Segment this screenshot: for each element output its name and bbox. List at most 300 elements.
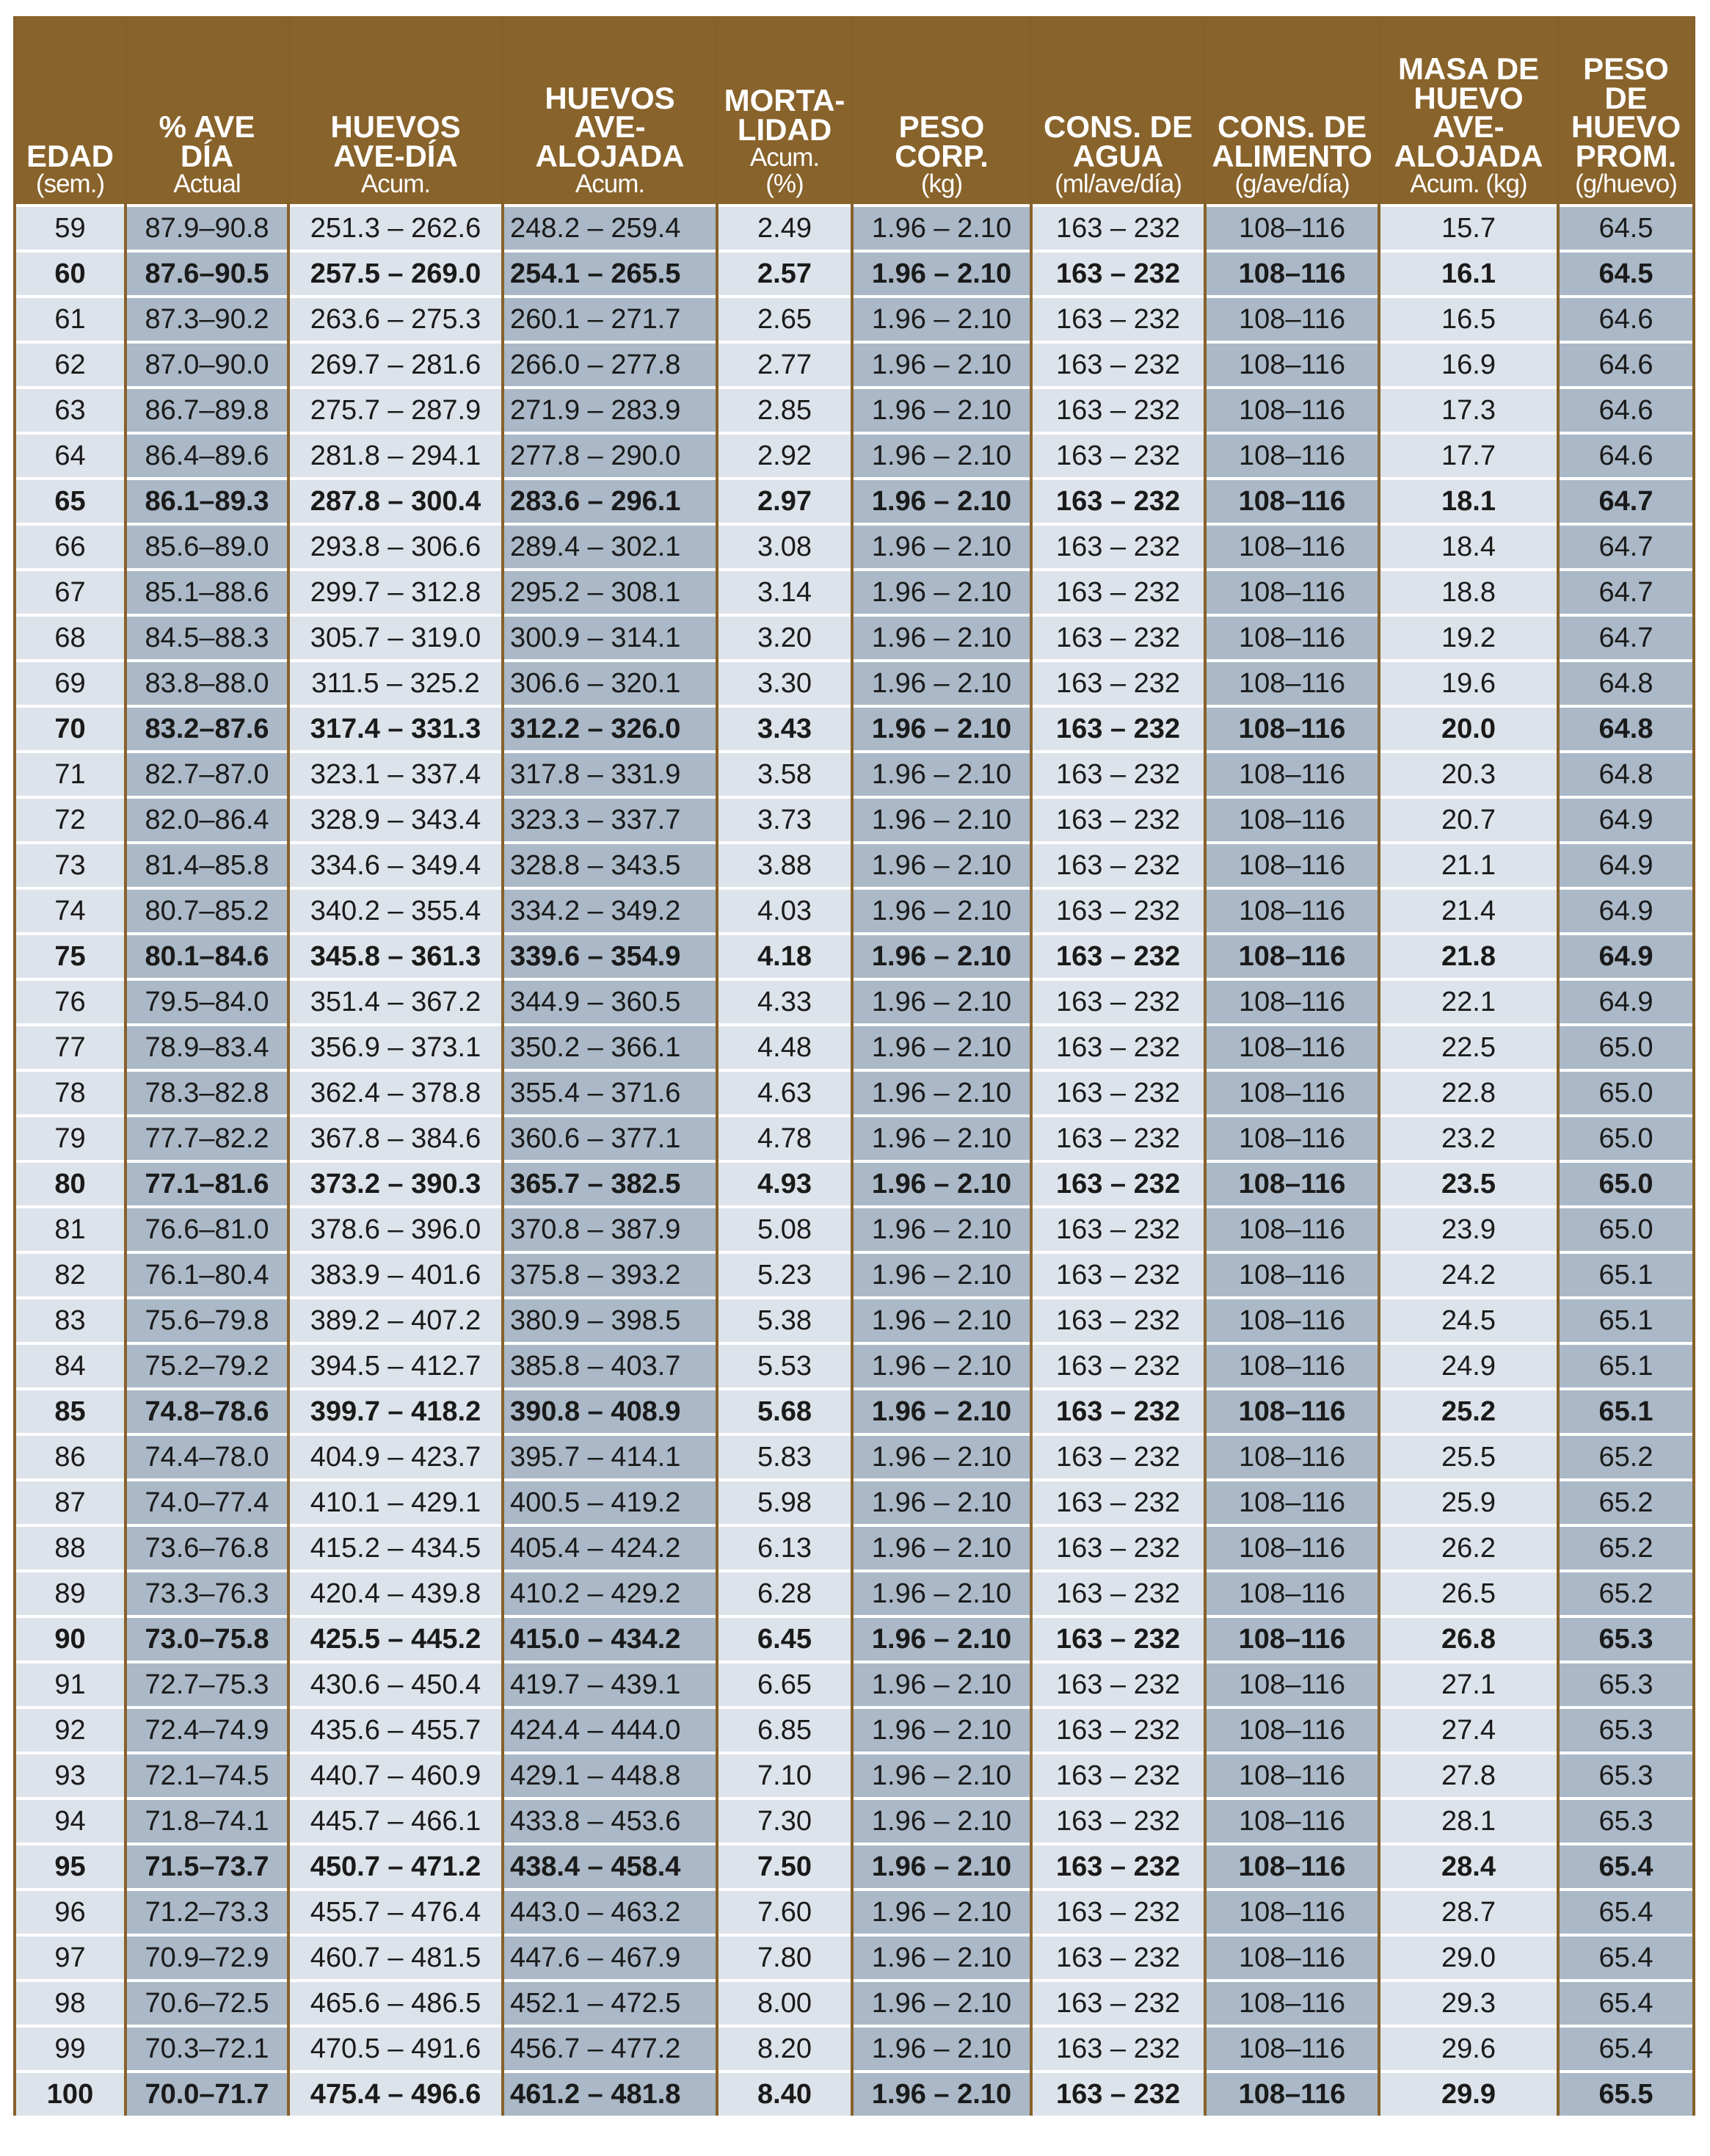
cell-edad: 68 [16,614,124,659]
header-peso-huevo [1560,16,1692,204]
cell-consumo-alimento: 108–116 [1207,1660,1378,1706]
cell-huevos-ave-dia: 455.7 – 476.4 [290,1888,501,1934]
cell-masa-huevo: 24.5 [1380,1296,1557,1342]
cell-masa-huevo: 26.8 [1380,1615,1557,1660]
cell-ave-dia-actual: 70.9–72.9 [127,1934,287,1979]
header-unit-line: Acum. [749,142,820,172]
cell-masa-huevo: 22.1 [1380,978,1557,1023]
cell-mortalidad: 2.97 [718,477,851,523]
cell-consumo-agua: 163 – 232 [1033,1296,1204,1342]
cell-mortalidad: 3.88 [718,841,851,887]
cell-peso-corporal: 1.96 – 2.10 [854,705,1030,750]
table-row [16,1478,1692,1524]
cell-mortalidad: 7.80 [718,1934,851,1979]
cell-mortalidad: 3.73 [718,796,851,841]
cell-consumo-alimento: 108–116 [1207,250,1378,295]
header-title-line: ALOJADA [1394,139,1543,174]
cell-edad: 77 [16,1023,124,1069]
cell-masa-huevo: 16.9 [1380,341,1557,386]
cell-consumo-alimento: 108–116 [1207,1433,1378,1478]
cell-mortalidad: 5.23 [718,1251,851,1296]
cell-peso-corporal: 1.96 – 2.10 [854,1342,1030,1387]
cell-huevos-ave-dia: 317.4 – 331.3 [290,705,501,750]
cell-mortalidad: 5.38 [718,1296,851,1342]
header-title-line: PESO [1583,51,1669,86]
cell-masa-huevo: 16.5 [1380,295,1557,341]
cell-peso-huevo: 65.4 [1560,1843,1692,1888]
cell-huevos-ave-dia: 445.7 – 466.1 [290,1797,501,1843]
cell-peso-huevo: 65.0 [1560,1160,1692,1205]
cell-mortalidad: 6.28 [718,1569,851,1615]
cell-masa-huevo: 23.2 [1380,1114,1557,1160]
cell-masa-huevo: 25.2 [1380,1387,1557,1433]
header-consumo-agua [1033,16,1204,204]
table-row [16,1934,1692,1979]
header-unit-line: Acum. (kg) [1410,170,1527,199]
cell-huevos-ave-alojada: 266.0 – 277.8 [504,341,716,386]
table-row [16,568,1692,614]
cell-mortalidad: 4.93 [718,1160,851,1205]
cell-huevos-ave-alojada: 339.6 – 354.9 [504,932,716,978]
table-row [16,1205,1692,1251]
cell-ave-dia-actual: 72.4–74.9 [127,1706,287,1752]
cell-consumo-alimento: 108–116 [1207,932,1378,978]
cell-mortalidad: 2.49 [718,204,851,250]
cell-peso-corporal: 1.96 – 2.10 [854,1843,1030,1888]
table-row [16,1888,1692,1934]
cell-peso-corporal: 1.96 – 2.10 [854,1615,1030,1660]
table-row [16,750,1692,796]
cell-masa-huevo: 20.3 [1380,750,1557,796]
cell-peso-corporal: 1.96 – 2.10 [854,1524,1030,1569]
cell-huevos-ave-alojada: 350.2 – 366.1 [504,1023,716,1069]
cell-huevos-ave-dia: 305.7 – 319.0 [290,614,501,659]
cell-consumo-alimento: 108–116 [1207,659,1378,705]
cell-peso-huevo: 65.3 [1560,1615,1692,1660]
cell-huevos-ave-alojada: 405.4 – 424.2 [504,1524,716,1569]
cell-huevos-ave-dia: 470.5 – 491.6 [290,2025,501,2070]
table-row [16,1069,1692,1114]
header-unit-line: (sem.) [35,170,105,199]
cell-edad: 63 [16,386,124,432]
cell-mortalidad: 8.00 [718,1979,851,2025]
cell-consumo-alimento: 108–116 [1207,1797,1378,1843]
cell-ave-dia-actual: 82.7–87.0 [127,750,287,796]
cell-huevos-ave-dia: 269.7 – 281.6 [290,341,501,386]
cell-edad: 83 [16,1296,124,1342]
cell-edad: 67 [16,568,124,614]
table-row [16,1979,1692,2025]
cell-masa-huevo: 27.1 [1380,1660,1557,1706]
cell-masa-huevo: 18.1 [1380,477,1557,523]
table-row [16,1342,1692,1387]
cell-edad: 91 [16,1660,124,1706]
header-title-line: PROM. [1575,139,1677,174]
cell-masa-huevo: 25.9 [1380,1478,1557,1524]
cell-consumo-alimento: 108–116 [1207,2025,1378,2070]
cell-edad: 62 [16,341,124,386]
cell-masa-huevo: 27.8 [1380,1752,1557,1797]
cell-consumo-alimento: 108–116 [1207,295,1378,341]
cell-edad: 88 [16,1524,124,1569]
cell-consumo-agua: 163 – 232 [1033,1524,1204,1569]
cell-huevos-ave-alojada: 344.9 – 360.5 [504,978,716,1023]
cell-ave-dia-actual: 80.7–85.2 [127,887,287,932]
cell-consumo-agua: 163 – 232 [1033,2070,1204,2116]
header-title-line: HUEVO [1414,80,1524,115]
cell-masa-huevo: 29.6 [1380,2025,1557,2070]
cell-mortalidad: 6.13 [718,1524,851,1569]
performance-table [13,16,1695,2116]
cell-peso-huevo: 64.8 [1560,750,1692,796]
cell-ave-dia-actual: 72.7–75.3 [127,1660,287,1706]
cell-peso-huevo: 64.9 [1560,887,1692,932]
cell-huevos-ave-alojada: 260.1 – 271.7 [504,295,716,341]
cell-mortalidad: 6.65 [718,1660,851,1706]
cell-ave-dia-actual: 73.0–75.8 [127,1615,287,1660]
cell-peso-corporal: 1.96 – 2.10 [854,932,1030,978]
cell-peso-huevo: 65.3 [1560,1797,1692,1843]
cell-ave-dia-actual: 86.1–89.3 [127,477,287,523]
table-row [16,1843,1692,1888]
cell-ave-dia-actual: 72.1–74.5 [127,1752,287,1797]
cell-masa-huevo: 19.6 [1380,659,1557,705]
cell-edad: 82 [16,1251,124,1296]
cell-huevos-ave-dia: 460.7 – 481.5 [290,1934,501,1979]
cell-peso-huevo: 65.3 [1560,1706,1692,1752]
header-title-line: PESO [898,109,985,145]
cell-huevos-ave-alojada: 400.5 – 419.2 [504,1478,716,1524]
cell-peso-huevo: 65.2 [1560,1433,1692,1478]
cell-mortalidad: 2.57 [718,250,851,295]
cell-peso-huevo: 65.1 [1560,1342,1692,1387]
cell-edad: 97 [16,1934,124,1979]
cell-ave-dia-actual: 75.6–79.8 [127,1296,287,1342]
table-row [16,1615,1692,1660]
cell-peso-corporal: 1.96 – 2.10 [854,1478,1030,1524]
cell-consumo-alimento: 108–116 [1207,1979,1378,2025]
cell-peso-huevo: 64.8 [1560,705,1692,750]
cell-edad: 61 [16,295,124,341]
header-unit-line: (g/huevo) [1575,170,1677,199]
cell-masa-huevo: 16.1 [1380,250,1557,295]
cell-consumo-agua: 163 – 232 [1033,796,1204,841]
cell-huevos-ave-alojada: 254.1 – 265.5 [504,250,716,295]
cell-consumo-agua: 163 – 232 [1033,1569,1204,1615]
cell-consumo-agua: 163 – 232 [1033,1160,1204,1205]
header-title-line: MORTA- [724,82,845,117]
cell-consumo-alimento: 108–116 [1207,978,1378,1023]
table-row [16,796,1692,841]
cell-consumo-alimento: 108–116 [1207,386,1378,432]
cell-consumo-alimento: 108–116 [1207,1251,1378,1296]
cell-masa-huevo: 22.5 [1380,1023,1557,1069]
cell-masa-huevo: 25.5 [1380,1433,1557,1478]
cell-huevos-ave-alojada: 433.8 – 453.6 [504,1797,716,1843]
cell-peso-corporal: 1.96 – 2.10 [854,1251,1030,1296]
cell-huevos-ave-alojada: 385.8 – 403.7 [504,1342,716,1387]
cell-consumo-agua: 163 – 232 [1033,1478,1204,1524]
cell-edad: 70 [16,705,124,750]
cell-peso-huevo: 65.4 [1560,1979,1692,2025]
cell-peso-corporal: 1.96 – 2.10 [854,614,1030,659]
cell-huevos-ave-alojada: 456.7 – 477.2 [504,2025,716,2070]
cell-peso-huevo: 65.2 [1560,1569,1692,1615]
table-row [16,2070,1692,2116]
cell-peso-huevo: 64.9 [1560,932,1692,978]
cell-huevos-ave-alojada: 283.6 – 296.1 [504,477,716,523]
cell-peso-corporal: 1.96 – 2.10 [854,1205,1030,1251]
cell-ave-dia-actual: 71.8–74.1 [127,1797,287,1843]
cell-edad: 98 [16,1979,124,2025]
cell-edad: 80 [16,1160,124,1205]
header-title-line: HUEVOS [330,109,461,145]
header-unit-line: Acum. [575,170,645,199]
cell-peso-huevo: 65.0 [1560,1114,1692,1160]
cell-consumo-alimento: 108–116 [1207,887,1378,932]
cell-edad: 94 [16,1797,124,1843]
cell-consumo-alimento: 108–116 [1207,614,1378,659]
cell-consumo-agua: 163 – 232 [1033,1615,1204,1660]
table-row [16,887,1692,932]
cell-ave-dia-actual: 86.4–89.6 [127,432,287,477]
cell-mortalidad: 2.77 [718,341,851,386]
cell-consumo-agua: 163 – 232 [1033,1934,1204,1979]
cell-consumo-alimento: 108–116 [1207,568,1378,614]
cell-peso-corporal: 1.96 – 2.10 [854,204,1030,250]
cell-consumo-agua: 163 – 232 [1033,1843,1204,1888]
cell-huevos-ave-alojada: 317.8 – 331.9 [504,750,716,796]
table-frame [13,16,1695,2116]
cell-huevos-ave-alojada: 271.9 – 283.9 [504,386,716,432]
table-row [16,1433,1692,1478]
cell-peso-huevo: 64.7 [1560,477,1692,523]
cell-peso-corporal: 1.96 – 2.10 [854,841,1030,887]
cell-consumo-alimento: 108–116 [1207,1342,1378,1387]
header-title-line: EDAD [26,139,114,174]
table-row [16,250,1692,295]
cell-peso-huevo: 64.9 [1560,978,1692,1023]
cell-masa-huevo: 20.0 [1380,705,1557,750]
cell-mortalidad: 3.30 [718,659,851,705]
cell-mortalidad: 6.45 [718,1615,851,1660]
cell-huevos-ave-dia: 362.4 – 378.8 [290,1069,501,1114]
cell-huevos-ave-alojada: 328.8 – 343.5 [504,841,716,887]
cell-huevos-ave-alojada: 277.8 – 290.0 [504,432,716,477]
cell-edad: 59 [16,204,124,250]
table-row [16,1160,1692,1205]
cell-consumo-alimento: 108–116 [1207,1843,1378,1888]
cell-mortalidad: 4.33 [718,978,851,1023]
header-title-line: AVE-DÍA [333,139,458,174]
cell-ave-dia-actual: 74.4–78.0 [127,1433,287,1478]
cell-consumo-agua: 163 – 232 [1033,204,1204,250]
cell-consumo-agua: 163 – 232 [1033,887,1204,932]
cell-huevos-ave-dia: 383.9 – 401.6 [290,1251,501,1296]
header-title-line: MASA DE [1397,51,1540,86]
header-title-line: % AVE [159,109,255,145]
cell-masa-huevo: 29.0 [1380,1934,1557,1979]
header-title-line: HUEVOS [545,80,675,115]
cell-edad: 90 [16,1615,124,1660]
cell-ave-dia-actual: 78.9–83.4 [127,1023,287,1069]
cell-huevos-ave-dia: 334.6 – 349.4 [290,841,501,887]
cell-peso-corporal: 1.96 – 2.10 [854,1387,1030,1433]
cell-huevos-ave-dia: 440.7 – 460.9 [290,1752,501,1797]
cell-huevos-ave-alojada: 424.4 – 444.0 [504,1706,716,1752]
cell-consumo-agua: 163 – 232 [1033,1979,1204,2025]
header-title-line: LIDAD [737,112,832,147]
cell-edad: 93 [16,1752,124,1797]
cell-masa-huevo: 19.2 [1380,614,1557,659]
cell-edad: 99 [16,2025,124,2070]
cell-mortalidad: 8.40 [718,2070,851,2116]
header-title-line: DE [1604,80,1648,115]
cell-ave-dia-actual: 70.0–71.7 [127,2070,287,2116]
cell-edad: 74 [16,887,124,932]
cell-mortalidad: 3.20 [718,614,851,659]
cell-huevos-ave-dia: 251.3 – 262.6 [290,204,501,250]
cell-peso-corporal: 1.96 – 2.10 [854,295,1030,341]
table-row [16,523,1692,568]
cell-peso-corporal: 1.96 – 2.10 [854,1296,1030,1342]
cell-peso-corporal: 1.96 – 2.10 [854,1069,1030,1114]
table-row [16,1524,1692,1569]
cell-huevos-ave-alojada: 390.8 – 408.9 [504,1387,716,1433]
cell-masa-huevo: 17.3 [1380,386,1557,432]
table-row [16,1251,1692,1296]
header-unit-line: (kg) [920,170,963,199]
cell-peso-huevo: 65.3 [1560,1660,1692,1706]
table-row [16,1023,1692,1069]
cell-consumo-alimento: 108–116 [1207,341,1378,386]
cell-peso-corporal: 1.96 – 2.10 [854,1797,1030,1843]
cell-ave-dia-actual: 83.8–88.0 [127,659,287,705]
cell-mortalidad: 7.60 [718,1888,851,1934]
cell-consumo-alimento: 108–116 [1207,432,1378,477]
cell-edad: 87 [16,1478,124,1524]
cell-masa-huevo: 23.5 [1380,1160,1557,1205]
cell-masa-huevo: 29.3 [1380,1979,1557,2025]
cell-consumo-agua: 163 – 232 [1033,1387,1204,1433]
cell-mortalidad: 5.68 [718,1387,851,1433]
header-title-line: DÍA [180,139,234,174]
cell-huevos-ave-dia: 394.5 – 412.7 [290,1342,501,1387]
cell-ave-dia-actual: 87.9–90.8 [127,204,287,250]
cell-ave-dia-actual: 78.3–82.8 [127,1069,287,1114]
cell-masa-huevo: 17.7 [1380,432,1557,477]
header-title-line: CORP. [895,139,989,174]
cell-ave-dia-actual: 82.0–86.4 [127,796,287,841]
cell-consumo-agua: 163 – 232 [1033,750,1204,796]
cell-ave-dia-actual: 80.1–84.6 [127,932,287,978]
header-unit-line: (g/ave/día) [1234,170,1350,199]
cell-peso-corporal: 1.96 – 2.10 [854,432,1030,477]
cell-ave-dia-actual: 75.2–79.2 [127,1342,287,1387]
cell-peso-huevo: 65.0 [1560,1205,1692,1251]
cell-ave-dia-actual: 87.6–90.5 [127,250,287,295]
table-row [16,1569,1692,1615]
cell-ave-dia-actual: 86.7–89.8 [127,386,287,432]
cell-ave-dia-actual: 74.8–78.6 [127,1387,287,1433]
cell-huevos-ave-alojada: 415.0 – 434.2 [504,1615,716,1660]
cell-consumo-alimento: 108–116 [1207,750,1378,796]
cell-mortalidad: 6.85 [718,1706,851,1752]
header-masa-huevo [1380,16,1557,204]
table-row [16,1797,1692,1843]
cell-consumo-alimento: 108–116 [1207,1160,1378,1205]
cell-huevos-ave-dia: 299.7 – 312.8 [290,568,501,614]
cell-peso-corporal: 1.96 – 2.10 [854,1706,1030,1752]
cell-masa-huevo: 18.4 [1380,523,1557,568]
header-mortalidad [718,16,851,204]
cell-masa-huevo: 28.1 [1380,1797,1557,1843]
cell-consumo-alimento: 108–116 [1207,1114,1378,1160]
cell-consumo-alimento: 108–116 [1207,204,1378,250]
cell-peso-huevo: 65.4 [1560,2025,1692,2070]
cell-consumo-alimento: 108–116 [1207,1934,1378,1979]
table-row [16,477,1692,523]
cell-peso-corporal: 1.96 – 2.10 [854,1888,1030,1934]
cell-huevos-ave-dia: 465.6 – 486.5 [290,1979,501,2025]
cell-huevos-ave-dia: 450.7 – 471.2 [290,1843,501,1888]
header-title-line: ALIMENTO [1212,139,1372,174]
cell-huevos-ave-dia: 425.5 – 445.2 [290,1615,501,1660]
cell-huevos-ave-alojada: 461.2 – 481.8 [504,2070,716,2116]
cell-peso-huevo: 64.6 [1560,432,1692,477]
cell-peso-huevo: 64.9 [1560,841,1692,887]
table-row [16,295,1692,341]
cell-consumo-alimento: 108–116 [1207,477,1378,523]
table-row [16,1706,1692,1752]
cell-consumo-agua: 163 – 232 [1033,1433,1204,1478]
cell-mortalidad: 3.08 [718,523,851,568]
cell-edad: 60 [16,250,124,295]
header-title-line: CONS. DE [1043,109,1193,145]
cell-peso-corporal: 1.96 – 2.10 [854,1114,1030,1160]
table-row [16,1660,1692,1706]
cell-consumo-alimento: 108–116 [1207,1752,1378,1797]
cell-consumo-agua: 163 – 232 [1033,1114,1204,1160]
cell-huevos-ave-dia: 340.2 – 355.4 [290,887,501,932]
cell-edad: 69 [16,659,124,705]
table-row [16,1752,1692,1797]
cell-masa-huevo: 20.7 [1380,796,1557,841]
cell-consumo-alimento: 108–116 [1207,1205,1378,1251]
cell-ave-dia-actual: 83.2–87.6 [127,705,287,750]
cell-peso-huevo: 64.8 [1560,659,1692,705]
header-huevos-ave-alojada [504,16,716,204]
cell-edad: 95 [16,1843,124,1888]
cell-masa-huevo: 26.2 [1380,1524,1557,1569]
cell-consumo-alimento: 108–116 [1207,1706,1378,1752]
cell-ave-dia-actual: 71.5–73.7 [127,1843,287,1888]
cell-huevos-ave-dia: 430.6 – 450.4 [290,1660,501,1706]
cell-masa-huevo: 23.9 [1380,1205,1557,1251]
table-row [16,705,1692,750]
cell-peso-huevo: 64.6 [1560,295,1692,341]
cell-mortalidad: 5.53 [718,1342,851,1387]
cell-consumo-agua: 163 – 232 [1033,295,1204,341]
cell-consumo-agua: 163 – 232 [1033,614,1204,659]
cell-edad: 78 [16,1069,124,1114]
cell-mortalidad: 2.85 [718,386,851,432]
cell-peso-corporal: 1.96 – 2.10 [854,386,1030,432]
cell-ave-dia-actual: 77.7–82.2 [127,1114,287,1160]
cell-huevos-ave-dia: 311.5 – 325.2 [290,659,501,705]
cell-edad: 84 [16,1342,124,1387]
cell-peso-huevo: 65.0 [1560,1023,1692,1069]
